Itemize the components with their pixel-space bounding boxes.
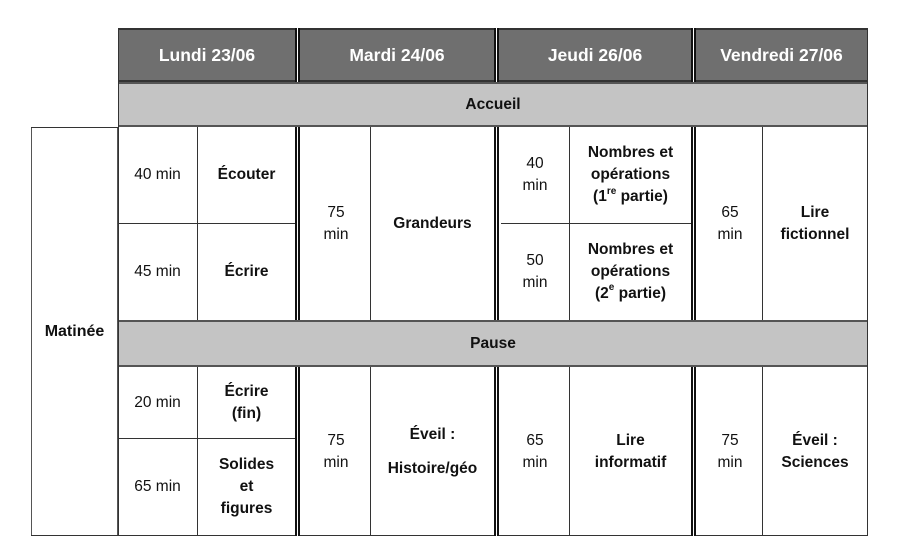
cell-subject [370,367,495,536]
duration-text: 65 min [717,203,743,243]
subject-line: Éveil : [792,431,838,449]
subject-line: Nombres et [587,144,674,161]
cell-duration [118,438,197,536]
cell-duration [118,127,197,223]
cell-subject [197,438,296,536]
grid-line [118,438,296,439]
day-separator [494,28,499,82]
header-label: Jeudi 26/06 [547,45,643,65]
cell-subject [762,367,868,536]
header-label: Mardi 24/06 [349,45,445,65]
header-label: Lundi 23/06 [158,45,256,65]
day-separator [295,127,300,320]
subject-line: opérations [590,166,671,183]
duration-text: 75 min [323,203,349,243]
cell-subject [370,127,495,320]
cell-subject [569,223,692,320]
subject-line: Éveil : [409,425,456,443]
band-pause [118,320,868,367]
subject-line: Histoire/géo [387,459,478,477]
cell-duration [302,367,370,536]
band-label: Accueil [465,95,521,113]
duration-text: 45 min [134,262,181,280]
grid-line [501,223,692,224]
day-separator [691,28,696,82]
table-border-left [118,28,119,536]
header-label: Vendredi 27/06 [720,45,843,65]
subject-line: Nombres et [587,240,674,258]
duration-text: 75 min [323,431,349,471]
subject-part: (1 [593,188,607,205]
header-day-jeudi [498,28,692,82]
duration-text: 40 min [522,155,548,194]
grid-line [118,223,296,224]
matinee-border-top [31,127,118,128]
table-border-bottom [31,535,868,536]
duration-text: 40 min [134,166,181,183]
subject-line [593,186,668,208]
band-accueil [118,82,868,127]
cell-subject [569,367,692,536]
grid-line [762,367,763,536]
cell-subject [569,127,692,223]
subject-text: Écrire [224,262,269,280]
duration-text: 65 min [134,478,181,495]
cell-duration [118,223,197,320]
subject-part: partie) [614,284,667,302]
cell-duration [302,127,370,320]
day-separator [494,367,499,536]
subject-line [595,283,666,305]
table-border-right [867,28,868,536]
day-separator [494,127,499,320]
day-separator [691,367,696,536]
cell-subject [197,367,296,438]
superscript: e [608,282,615,294]
period-label [31,127,118,536]
subject-text: Grandeurs [393,214,472,232]
cell-duration [501,367,569,536]
period-text: Matinée [44,322,105,340]
header-day-lundi [118,28,296,82]
day-separator [691,127,696,320]
subject-part: (2 [594,284,609,302]
cell-duration [118,367,197,438]
cell-subject [197,223,296,320]
duration-text: 20 min [134,393,181,411]
subject-text: Écrire (fin) [224,382,269,422]
cell-duration [501,223,569,320]
cell-subject [762,127,868,320]
subject-text: Solides et figures [218,456,275,517]
subject-text: Écouter [217,166,276,183]
grid-line [762,127,763,320]
band-label: Pause [470,334,516,352]
grid-line [569,367,570,536]
subject-part: partie) [616,188,668,205]
grid-line [197,367,198,536]
cell-duration [501,127,569,223]
duration-text: 75 min [717,431,743,471]
cell-duration [698,127,762,320]
header-day-mardi [299,28,495,82]
cell-duration [698,367,762,536]
subject-line: Sciences [781,453,849,471]
duration-text: 50 min [522,251,548,291]
day-separator [295,28,300,82]
day-separator [295,367,300,536]
subject-text: Lire fictionnel [780,203,850,243]
cell-subject [197,127,296,223]
grid-line [370,367,371,536]
grid-line [370,127,371,320]
superscript: re [606,185,617,197]
subject-text: Lire informatif [594,431,667,471]
subject-line: opérations [590,262,671,280]
header-day-vendredi [695,28,868,82]
duration-text: 65 min [522,431,548,471]
